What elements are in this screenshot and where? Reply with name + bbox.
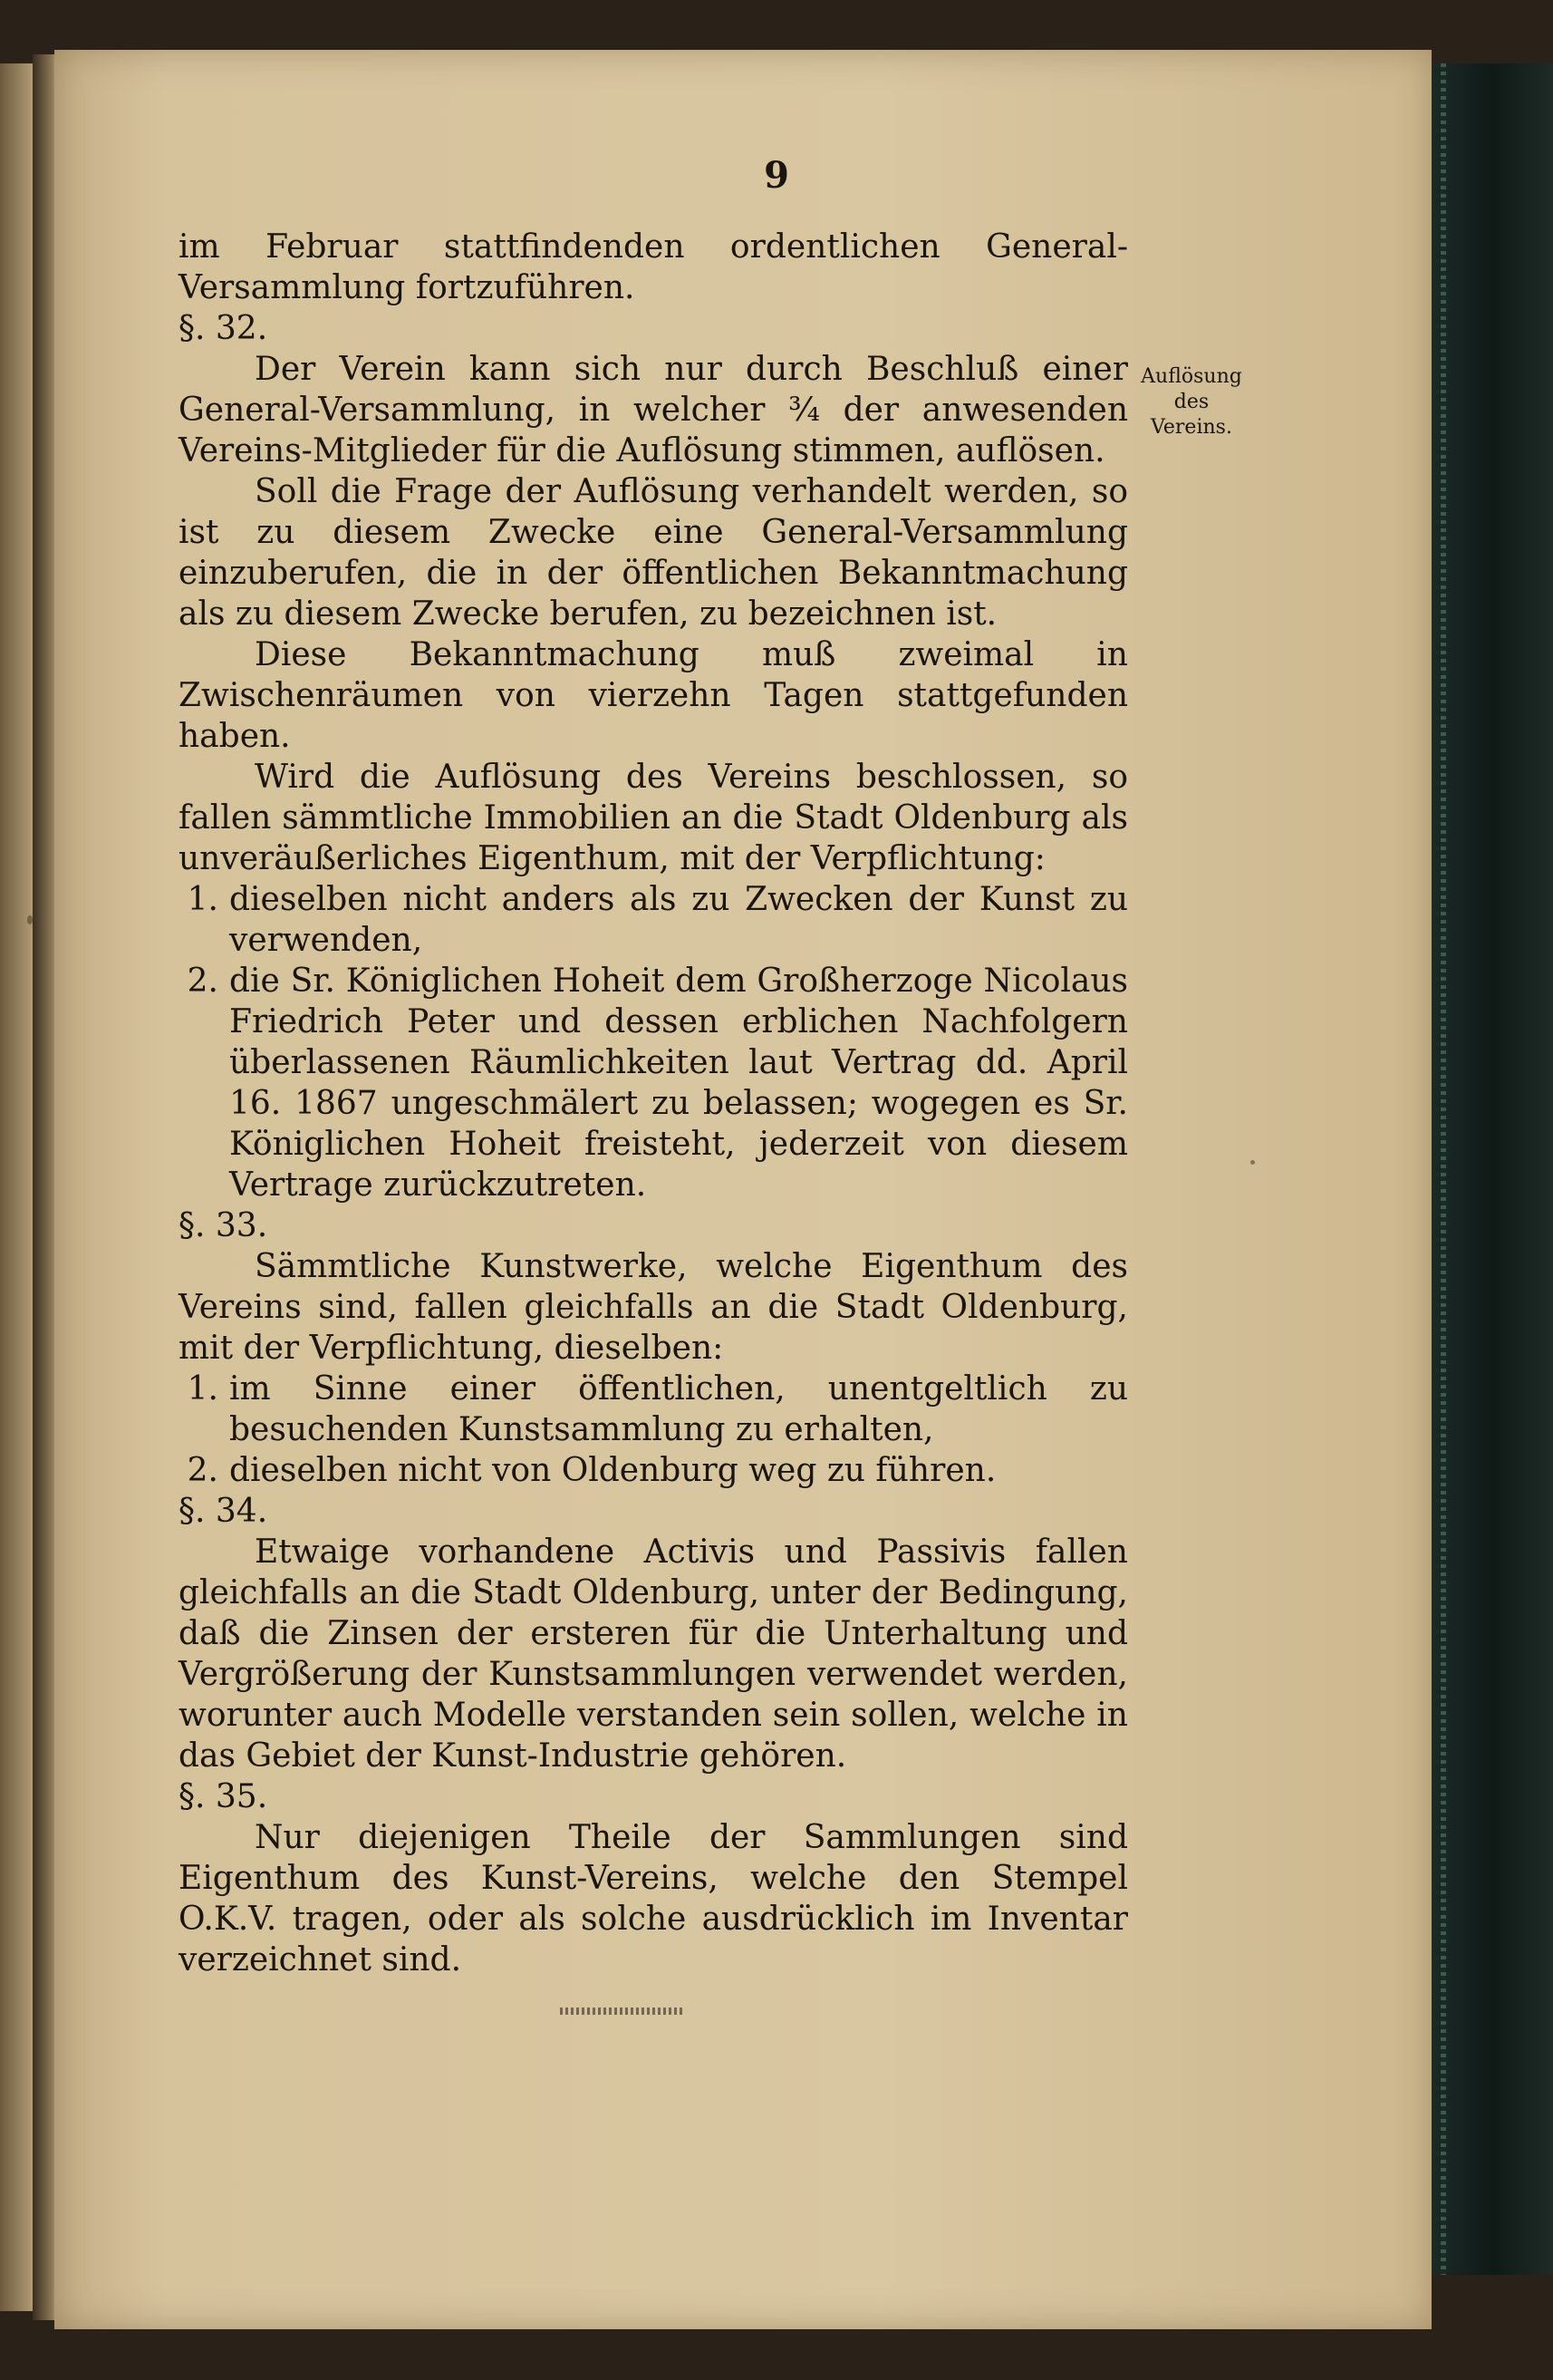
list-item-number: 2. <box>187 1452 218 1489</box>
list-item <box>178 1369 1128 1450</box>
list-item-text: dieselben nicht von Oldenburg weg zu führen. <box>229 1452 997 1489</box>
list-item <box>178 1450 1128 1491</box>
list-item <box>178 961 1128 1205</box>
margin-note <box>1133 364 1250 440</box>
page-number: 9 <box>764 154 789 197</box>
paragraph-immobilien: Wird die Auflösung des Vereins beschlossen, so fallen sämmtliche Immobilien an die Stadt Oldenburg als unveräußerliches Eigenthum, mit der Verpflichtung: <box>178 759 1128 877</box>
paragraph-dissolution: Der Verein kann sich nur durch Beschluß einer General-Versammlung, in welcher ¾ der anwesenden Vereins-Mitglieder für die Auflösung stimmen, auflösen. <box>178 351 1128 469</box>
paper-spot <box>27 915 33 924</box>
paragraph-kunstwerke: Sämmtliche Kunstwerke, welche Eigenthum des Vereins sind, fallen gleichfalls an die Stadt Oldenburg, mit der Verpflichtung, dieselben: <box>178 1248 1128 1367</box>
margin-note-line-1: Auflösung <box>1141 365 1242 388</box>
paragraph-continuation: im Februar stattfindenden ordentlichen General-Versammlung fortzuführen. <box>178 228 1128 306</box>
list-item-text: die Sr. Königlichen Hoheit dem Großherzoge Nicolaus Friedrich Peter und dessen erblichen Nachfolgern überlassenen Räumlichkeiten laut Vertrag dd. April 16. 1867 ungeschmälert zu belassen; wogegen es Sr. Königlichen Hoheit freisteht, jederzeit von diesem Vertrage zurückzutreten. <box>229 963 1128 1204</box>
list-item-text: im Sinne einer öffentlichen, unentgeltlich zu besuchenden Kunstsammlung zu erhalten, <box>229 1370 1128 1448</box>
list-item-text: dieselben nicht anders als zu Zwecken der Kunst zu verwenden, <box>229 881 1128 959</box>
facing-page-edge <box>0 63 36 2311</box>
margin-note-line-3: Vereins. <box>1151 416 1232 439</box>
list-item <box>178 879 1128 961</box>
paper-spot <box>1250 1160 1255 1165</box>
paragraph-assembly: Soll die Frage der Auflösung verhandelt werden, so ist zu diesem Zwecke eine General-Versammlung einzuberufen, die in der öffentlichen Bekanntmachung als zu diesem Zwecke berufen, zu bezeichnen ist. <box>178 473 1128 633</box>
list-item-number: 1. <box>187 881 218 918</box>
body-text <box>178 227 1128 1980</box>
section-heading-35: §. 35. <box>178 1778 268 1815</box>
section-heading-33: §. 33. <box>178 1207 268 1244</box>
closing-ornament-rule <box>560 2008 682 2015</box>
paragraph-eigenthum: Nur diejenigen Theile der Sammlungen sind Eigenthum des Kunst-Vereins, welche den Stempel O.K.V. tragen, oder als solche ausdrücklich im Inventar verzeichnet sind. <box>178 1819 1128 1978</box>
list-item-number: 1. <box>187 1370 218 1408</box>
section-heading-32: §. 32. <box>178 310 268 347</box>
section-heading-34: §. 34. <box>178 1493 268 1530</box>
book-binding <box>1432 63 1553 2275</box>
paragraph-announcement: Diese Bekanntmachung muß zweimal in Zwischenräumen von vierzehn Tagen stattgefunden haben. <box>178 636 1128 755</box>
list-item-number: 2. <box>187 963 218 1000</box>
margin-note-line-2: des <box>1173 391 1210 413</box>
paragraph-activis: Etwaige vorhandene Activis und Passivis fallen gleichfalls an die Stadt Oldenburg, unter der Bedingung, daß die Zinsen der ersteren für die Unterhaltung und Vergrößerung der Kunstsammlungen verwendet werden, worunter auch Modelle verstanden sein sollen, welche in das Gebiet der Kunst-Industrie gehören. <box>178 1533 1128 1775</box>
